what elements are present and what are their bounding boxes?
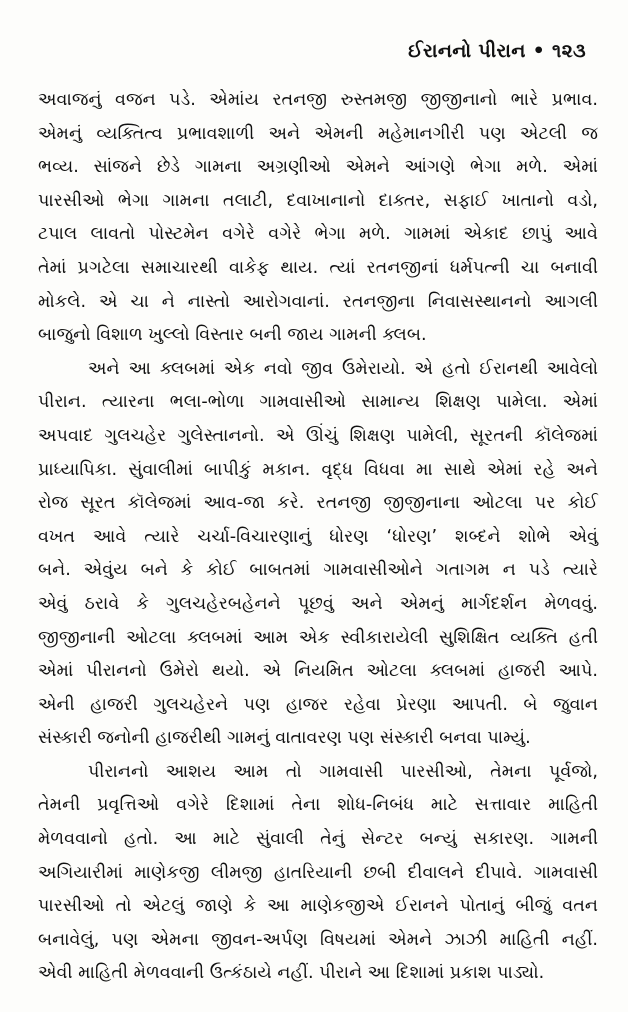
text-line: તેમાં પ્રગટેલા સમાચારથી વાકેફ થાય. ત્યાં રતનજીનાં ધર્મપત્ની ચા બનાવી <box>38 257 598 278</box>
text-line: સંસ્કારી જનોની હાજરીથી ગામનું વાતાવરણ પણ સંસ્કારી બનવા પામ્યું. <box>38 728 531 749</box>
text-line: બને. એવુંય બને કે કોઈ બાબતમાં ગામવાસીઓને ગતાગમ ન પડે ત્યારે <box>38 560 598 581</box>
text-line: જીજીનાની ઓટલા ક્લબમાં આમ એક સ્વીકારાયેલી સુશિક્ષિત વ્યક્તિ હતી <box>38 627 598 648</box>
text-line: એવી માહિતી મેળવવાની ઉત્કંઠાયે નહીં. પીરાને આ દિશામાં પ્રકાશ પાડ્યો. <box>38 963 545 984</box>
text-line: ટપાલ લાવતો પોસ્ટમેન વગેરે વગેરે ભેગા મળે. ગામમાં એકાદ છાપું આવે <box>38 224 598 245</box>
text-line: એમનું વ્યક્તિત્વ પ્રભાવશાળી અને એમની મહેમાનગીરી પણ એટલી જ <box>38 123 598 144</box>
text-line: તેમની પ્રવૃત્તિઓ વગેરે દિશામાં તેના શોધ-નિબંધ માટે સત્તાવાર માહિતી <box>38 795 598 816</box>
text-line: મેળવવાનો હતો. આ માટે સુંવાલી તેનું સેન્ટર બન્યું સકારણ. ગામની <box>38 829 598 850</box>
text-line: પારસીઓ ભેગા ગામના તલાટી, દવાખાનાનો દાક્તર, સફાઈ ખાતાનો વડો, <box>38 190 598 211</box>
text-line: પીરાનનો આશય આમ તો ગામવાસી પારસીઓ, તેમના પૂર્વજો, <box>88 761 598 782</box>
text-line: વખત આવે ત્યારે ચર્ચા-વિચારણાનું ધોરણ ‘ધોરણ’ શબ્દને શોભે એવું <box>38 526 598 547</box>
text-line: પીરાન. ત્યારના ભલા-ભોળા ગામવાસીઓ સામાન્ય શિક્ષણ પામેલા. એમાં <box>38 392 598 413</box>
text-line: અવાજનું વજન પડે. એમાંય રતનજી રુસ્તમજી જીજીનાનો ભારે પ્રભાવ. <box>38 90 598 110</box>
text-line: ભવ્ય. સાંજને છેડે ગામના અગ્રણીઓ એમને આંગણે ભેગા મળે. એમાં <box>38 157 598 178</box>
text-line: પારસીઓ તો એટલું જાણે કે આ માણેકજીએ ઈરાનને પોતાનું બીજું વતન <box>38 896 598 917</box>
text-line: રોજ સૂરત કૉલેજમાં આવ-જા કરે. રતનજી જીજીનાના ઓટલા પર કોઈ <box>38 493 598 514</box>
text-line: એમાં પીરાનનો ઉમેરો થયો. એ નિયમિત ઓટલા ક્લબમાં હાજરી આપે. <box>38 661 598 682</box>
text-line: અગિયારીમાં માણેકજી લીમજી હાતરિયાની છબી દીવાલને દીપાવે. ગામવાસી <box>38 862 598 883</box>
text-line: બનાવેલું, પણ એમના જીવન-અર્પણ વિષયમાં એમને ઝાઝી માહિતી નહીં. <box>38 929 598 950</box>
running-head-title: ઈરાનનો પીરાન • ૧૨૩ <box>408 40 586 62</box>
body-text <box>38 84 598 991</box>
text-line: બાજુનો વિશાળ ખુલ્લો વિસ્તાર બની જાય ગામની ક્લબ. <box>38 325 427 346</box>
text-line: મોકલે. એ ચા ને નાસ્તો આરોગવાનાં. રતનજીના નિવાસસ્થાનનો આગલી <box>38 291 598 312</box>
text-line: પ્રાધ્યાપિકા. સુંવાલીમાં બાપીકું મકાન. વૃદ્ધ વિધવા મા સાથે એમાં રહે અને <box>38 459 598 480</box>
text-line: એવું ઠરાવે કે ગુલચહેરબહેનને પૂછવું અને એમનું માર્ગદર્શન મેળવવું. <box>38 593 598 614</box>
text-line: અપવાદ ગુલચહેર ગુલેસ્તાનનો. એ ઊંચું શિક્ષણ પામેલી, સૂરતની કૉલેજમાં <box>38 425 598 446</box>
text-line: એની હાજરી ગુલચહેરને પણ હાજર રહેવા પ્રેરણા આપતી. બે જુવાન <box>38 694 598 715</box>
text-line: અને આ ક્લબમાં એક નવો જીવ ઉમેરાયો. એ હતો ઈરાનથી આવેલો <box>88 358 598 379</box>
